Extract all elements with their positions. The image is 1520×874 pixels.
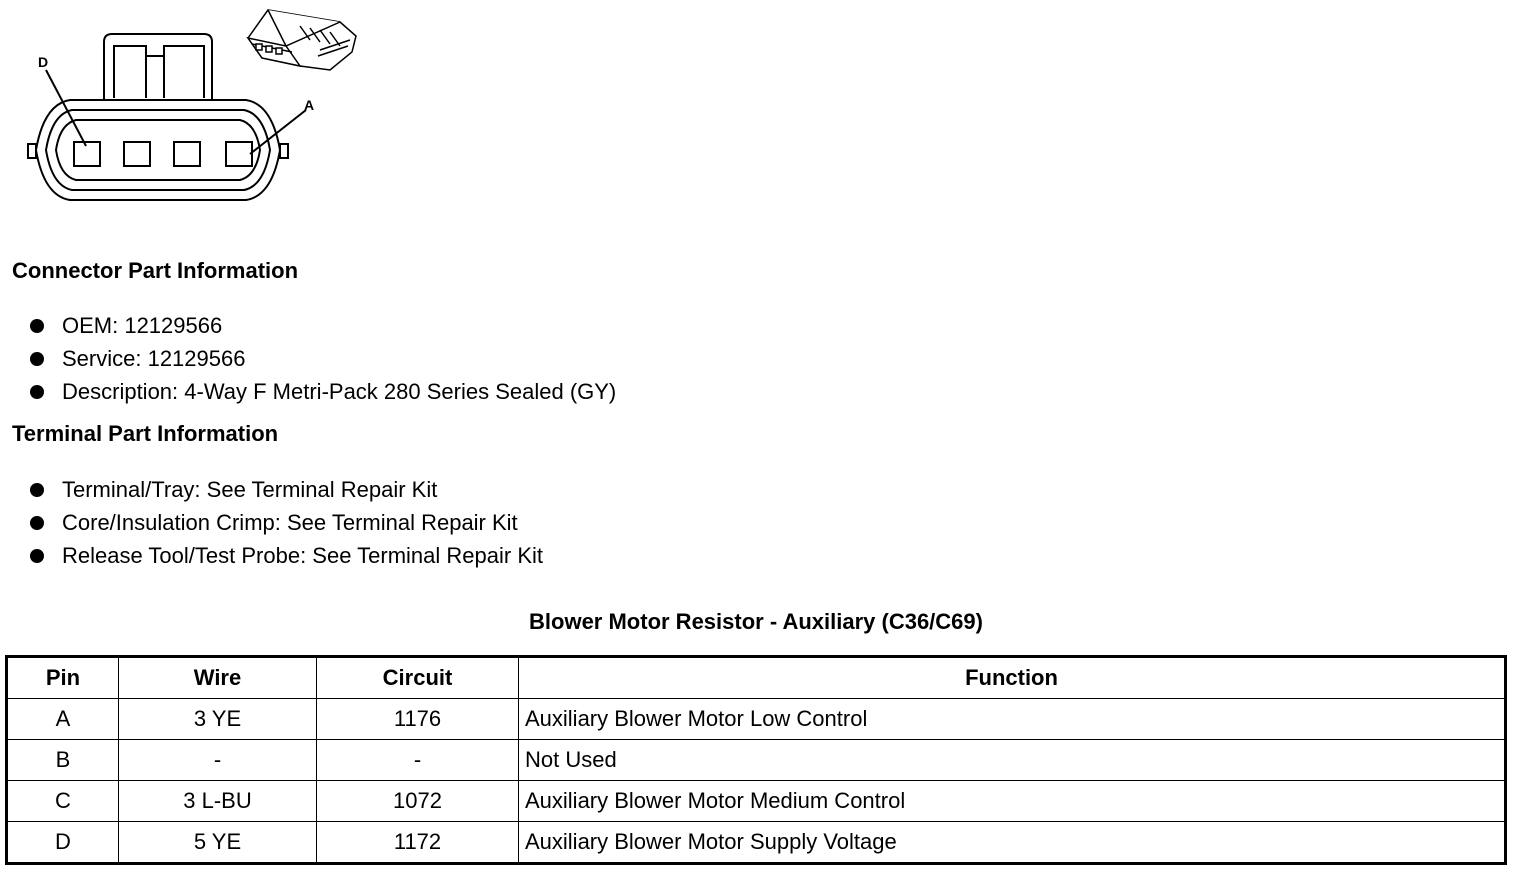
terminal-part-list (30, 473, 543, 572)
cell-pin: B (7, 740, 119, 781)
table-row (7, 740, 1506, 781)
pin-table (5, 655, 1507, 865)
cell-pin: D (7, 822, 119, 864)
cell-circuit: - (317, 740, 519, 781)
connector-diagram (0, 0, 380, 220)
list-item: Core/Insulation Crimp: See Terminal Repair Kit (30, 506, 543, 539)
table-row (7, 781, 1506, 822)
column-header-circuit: Circuit (317, 657, 519, 699)
column-header-pin: Pin (7, 657, 119, 699)
table-row (7, 699, 1506, 740)
table-header-row (7, 657, 1506, 699)
table-title: Blower Motor Resistor - Auxiliary (C36/C69) (529, 609, 983, 634)
cell-wire: 5 YE (119, 822, 317, 864)
cell-circuit: 1072 (317, 781, 519, 822)
column-header-function: Function (519, 657, 1506, 699)
list-item: OEM: 12129566 (30, 309, 616, 342)
pin-label-a: A (304, 97, 315, 113)
column-header-wire: Wire (119, 657, 317, 699)
cell-pin: A (7, 699, 119, 740)
cell-wire: 3 L-BU (119, 781, 317, 822)
connector-part-list (30, 309, 616, 408)
list-item: Release Tool/Test Probe: See Terminal Repair Kit (30, 539, 543, 572)
table-row (7, 822, 1506, 864)
cell-function: Auxiliary Blower Motor Supply Voltage (519, 822, 1506, 864)
cell-function: Auxiliary Blower Motor Medium Control (519, 781, 1506, 822)
cell-wire: 3 YE (119, 699, 317, 740)
terminal-part-heading: Terminal Part Information (12, 421, 279, 446)
cell-circuit: 1176 (317, 699, 519, 740)
list-item: Terminal/Tray: See Terminal Repair Kit (30, 473, 543, 506)
connector-iso-illustration (248, 10, 356, 70)
cell-circuit: 1172 (317, 822, 519, 864)
cell-pin: C (7, 781, 119, 822)
cell-function: Not Used (519, 740, 1506, 781)
list-item: Service: 12129566 (30, 342, 616, 375)
cell-function: Auxiliary Blower Motor Low Control (519, 699, 1506, 740)
cell-wire: - (119, 740, 317, 781)
list-item: Description: 4-Way F Metri-Pack 280 Series Sealed (GY) (30, 375, 616, 408)
pin-label-d: D (38, 54, 49, 70)
connector-part-heading: Connector Part Information (12, 258, 299, 283)
